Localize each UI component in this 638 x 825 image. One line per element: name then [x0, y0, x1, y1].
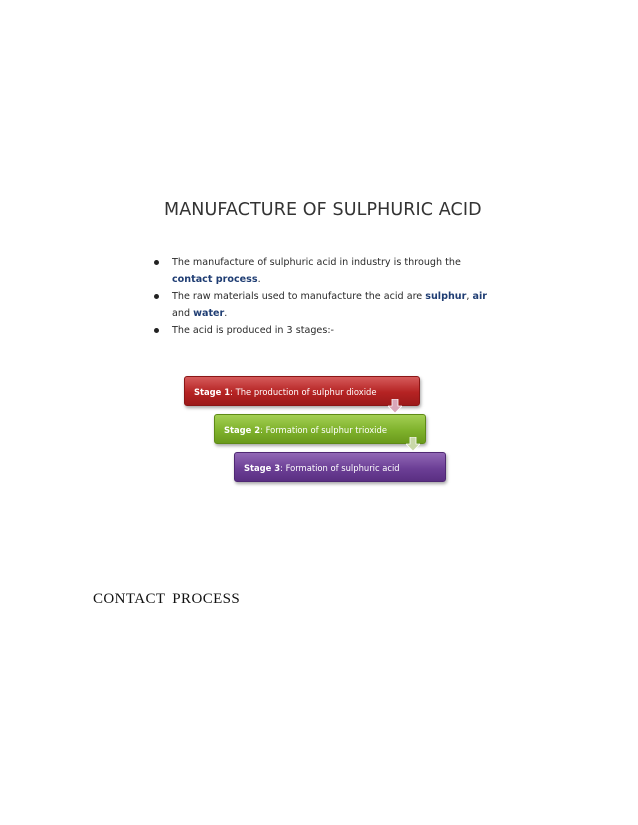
down-arrow-icon [406, 437, 420, 451]
bullet-text: The manufacture of sulphuric acid in industry is through the [172, 257, 461, 268]
stage-label: Stage 3 [244, 463, 281, 473]
stage-label: Stage 1 [194, 387, 231, 397]
bullet-text: The acid is produced in 3 stages:- [172, 325, 335, 336]
slide-image [140, 188, 490, 498]
slide-title: MANUFACTURE OF SULPHURIC ACID [164, 200, 482, 220]
section-heading: CONTACT PROCESS [93, 591, 241, 607]
bullet-item [154, 322, 490, 339]
bullet-list [154, 254, 490, 339]
stage-label: Stage 2 [224, 425, 261, 435]
stage-text: : The production of sulphur dioxide [230, 387, 377, 397]
stage-text: : Formation of sulphur trioxide [260, 425, 387, 435]
bullet-text: . [224, 308, 228, 319]
stage-box-2 [214, 414, 426, 444]
highlight-term: air [472, 291, 487, 302]
bullet-dot-icon [154, 294, 159, 299]
down-arrow-icon [388, 399, 402, 413]
highlight-term: water [193, 308, 225, 319]
bullet-item [154, 288, 490, 322]
stage-box-1 [184, 376, 420, 406]
bullet-text: The raw materials used to manufacture the acid are [172, 291, 426, 302]
bullet-text: , [466, 291, 473, 302]
highlight-term: contact process [172, 274, 258, 285]
bullet-dot-icon [154, 260, 159, 265]
stage-box-3 [234, 452, 446, 482]
highlight-term: sulphur [425, 291, 467, 302]
bullet-text: . [257, 274, 261, 285]
bullet-text: and [172, 308, 194, 319]
bullet-dot-icon [154, 328, 159, 333]
stage-text: : Formation of sulphuric acid [280, 463, 400, 473]
bullet-item [154, 254, 490, 288]
